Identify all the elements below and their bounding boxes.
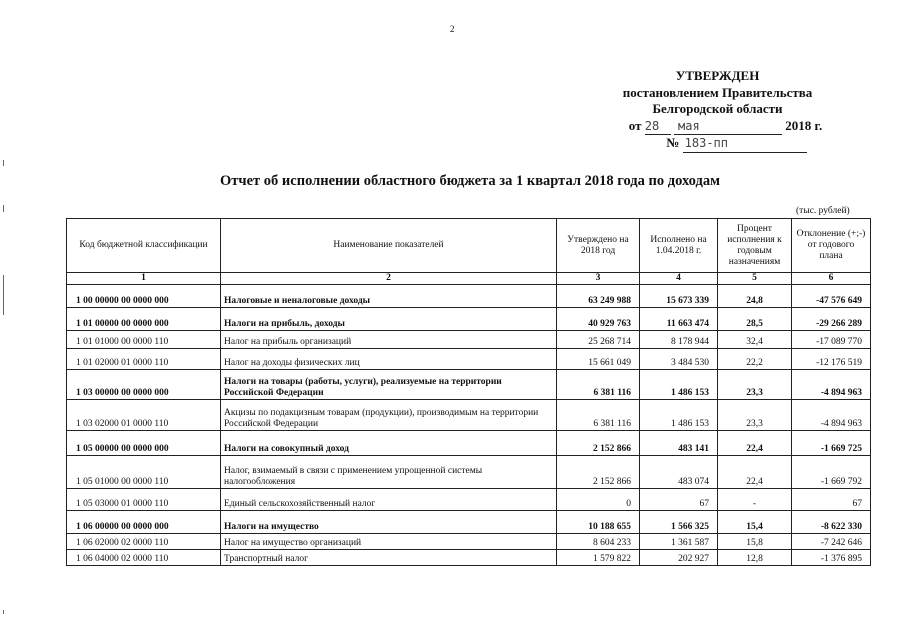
row-name: Единый сельскохозяйственный налог <box>221 489 557 511</box>
row-code: 1 01 02000 01 0000 110 <box>67 349 221 370</box>
row-name: Налоги на имущество <box>221 511 557 534</box>
row-code: 1 03 02000 01 0000 110 <box>67 400 221 431</box>
row-code: 1 05 03000 01 0000 110 <box>67 489 221 511</box>
number-prefix: № <box>666 135 680 150</box>
row-percent: 23,3 <box>718 370 792 400</box>
row-code: 1 06 00000 00 0000 000 <box>67 511 221 534</box>
approval-stamp <box>600 68 835 153</box>
row-percent: 15,8 <box>718 534 792 550</box>
row-percent: 28,5 <box>718 308 792 331</box>
row-deviation: -17 089 770 <box>792 331 871 349</box>
row-approved: 40 929 763 <box>557 308 640 331</box>
column-number: 5 <box>718 273 792 285</box>
row-executed: 1 486 153 <box>640 370 718 400</box>
approval-number <box>600 135 835 153</box>
decree-number: 183-пп <box>683 135 807 153</box>
row-executed: 483 074 <box>640 456 718 489</box>
row-deviation: -4 894 963 <box>792 370 871 400</box>
row-name: Налоговые и неналоговые доходы <box>221 285 557 308</box>
row-percent: 22,4 <box>718 456 792 489</box>
row-deviation: -29 266 289 <box>792 308 871 331</box>
row-name: Транспортный налог <box>221 550 557 566</box>
table-row <box>67 550 871 566</box>
date-year: 2018 г. <box>785 117 823 133</box>
row-percent: 23,3 <box>718 400 792 431</box>
table-row <box>67 431 871 456</box>
table-row <box>67 534 871 550</box>
row-executed: 202 927 <box>640 550 718 566</box>
row-deviation: -7 242 646 <box>792 534 871 550</box>
row-approved: 10 188 655 <box>557 511 640 534</box>
scan-mark <box>3 275 4 315</box>
row-name: Налог на имущество организаций <box>221 534 557 550</box>
row-deviation: -1 669 792 <box>792 456 871 489</box>
header-deviation: Отклонение (+;-) от годового плана <box>792 219 871 273</box>
approval-title: УТВЕРЖДЕН <box>675 68 760 83</box>
row-deviation: 67 <box>792 489 871 511</box>
table-row <box>67 489 871 511</box>
row-name: Налоги на прибыль, доходы <box>221 308 557 331</box>
row-executed: 1 486 153 <box>640 400 718 431</box>
row-percent: 24,8 <box>718 285 792 308</box>
table-row <box>67 349 871 370</box>
scan-mark <box>3 610 4 614</box>
row-deviation: -4 894 963 <box>792 400 871 431</box>
row-percent: 22,4 <box>718 431 792 456</box>
row-percent: 22,2 <box>718 349 792 370</box>
table-row <box>67 511 871 534</box>
date-month: мая <box>674 118 782 136</box>
row-code: 1 05 00000 00 0000 000 <box>67 431 221 456</box>
row-approved: 6 381 116 <box>557 400 640 431</box>
column-number: 2 <box>221 273 557 285</box>
row-deviation: -12 176 519 <box>792 349 871 370</box>
row-name: Налог на доходы физических лиц <box>221 349 557 370</box>
approval-region: Белгородской области <box>652 101 783 116</box>
date-prefix: от <box>628 117 642 133</box>
row-executed: 15 673 339 <box>640 285 718 308</box>
row-percent: 15,4 <box>718 511 792 534</box>
row-approved: 8 604 233 <box>557 534 640 550</box>
table-header-row <box>67 219 871 273</box>
row-approved: 63 249 988 <box>557 285 640 308</box>
header-code: Код бюджетной классификации <box>67 219 221 273</box>
row-approved: 15 661 049 <box>557 349 640 370</box>
row-approved: 0 <box>557 489 640 511</box>
table-row <box>67 308 871 331</box>
table-row <box>67 400 871 431</box>
table-row <box>67 285 871 308</box>
row-executed: 1 361 587 <box>640 534 718 550</box>
row-name: Налоги на товары (работы, услуги), реализуемые на территории Российской Федерации <box>221 370 557 400</box>
approval-authority: постановлением Правительства <box>622 84 813 100</box>
row-code: 1 01 01000 00 0000 110 <box>67 331 221 349</box>
row-executed: 1 566 325 <box>640 511 718 534</box>
row-deviation: -1 669 725 <box>792 431 871 456</box>
row-code: 1 03 00000 00 0000 000 <box>67 370 221 400</box>
row-percent: 32,4 <box>718 331 792 349</box>
scan-mark <box>3 205 4 212</box>
column-number-row <box>67 273 871 285</box>
row-code: 1 06 02000 02 0000 110 <box>67 534 221 550</box>
table-row <box>67 456 871 489</box>
units-note: (тыс. рублей) <box>796 206 850 216</box>
header-approved: Утверждено на 2018 год <box>557 219 640 273</box>
column-number: 1 <box>67 273 221 285</box>
row-percent: 12,8 <box>718 550 792 566</box>
row-name: Налоги на совокупный доход <box>221 431 557 456</box>
row-name: Налог, взимаемый в связи с применением упрощенной системы налогообложения <box>221 456 557 489</box>
row-approved: 1 579 822 <box>557 550 640 566</box>
row-code: 1 00 00000 00 0000 000 <box>67 285 221 308</box>
table-row <box>67 331 871 349</box>
row-name: Налог на прибыль организаций <box>221 331 557 349</box>
row-executed: 3 484 530 <box>640 349 718 370</box>
column-number: 3 <box>557 273 640 285</box>
header-percent: Процент исполнения к годовым назначениям <box>718 219 792 273</box>
report-title: Отчет об исполнении областного бюджета за 1 квартал 2018 года по доходам <box>220 173 720 189</box>
row-approved: 2 152 866 <box>557 431 640 456</box>
column-number: 6 <box>792 273 871 285</box>
row-approved: 25 268 714 <box>557 331 640 349</box>
row-approved: 6 381 116 <box>557 370 640 400</box>
approval-date <box>600 118 835 136</box>
row-code: 1 01 00000 00 0000 000 <box>67 308 221 331</box>
row-executed: 483 141 <box>640 431 718 456</box>
header-executed: Исполнено на 1.04.2018 г. <box>640 219 718 273</box>
header-name: Наименование показателей <box>221 219 557 273</box>
date-day: 28 <box>645 118 671 136</box>
page-number: 2 <box>450 24 455 34</box>
row-deviation: -1 376 895 <box>792 550 871 566</box>
row-name: Акцизы по подакцизным товарам (продукции), производимым на территории Российской Федерации <box>221 400 557 431</box>
row-deviation: -47 576 649 <box>792 285 871 308</box>
table-row <box>67 370 871 400</box>
row-code: 1 06 04000 02 0000 110 <box>67 550 221 566</box>
row-code: 1 05 01000 00 0000 110 <box>67 456 221 489</box>
column-number: 4 <box>640 273 718 285</box>
row-executed: 8 178 944 <box>640 331 718 349</box>
row-approved: 2 152 866 <box>557 456 640 489</box>
row-executed: 67 <box>640 489 718 511</box>
row-percent: - <box>718 489 792 511</box>
scan-mark <box>3 160 4 166</box>
row-deviation: -8 622 330 <box>792 511 871 534</box>
row-executed: 11 663 474 <box>640 308 718 331</box>
revenue-table <box>66 218 871 566</box>
